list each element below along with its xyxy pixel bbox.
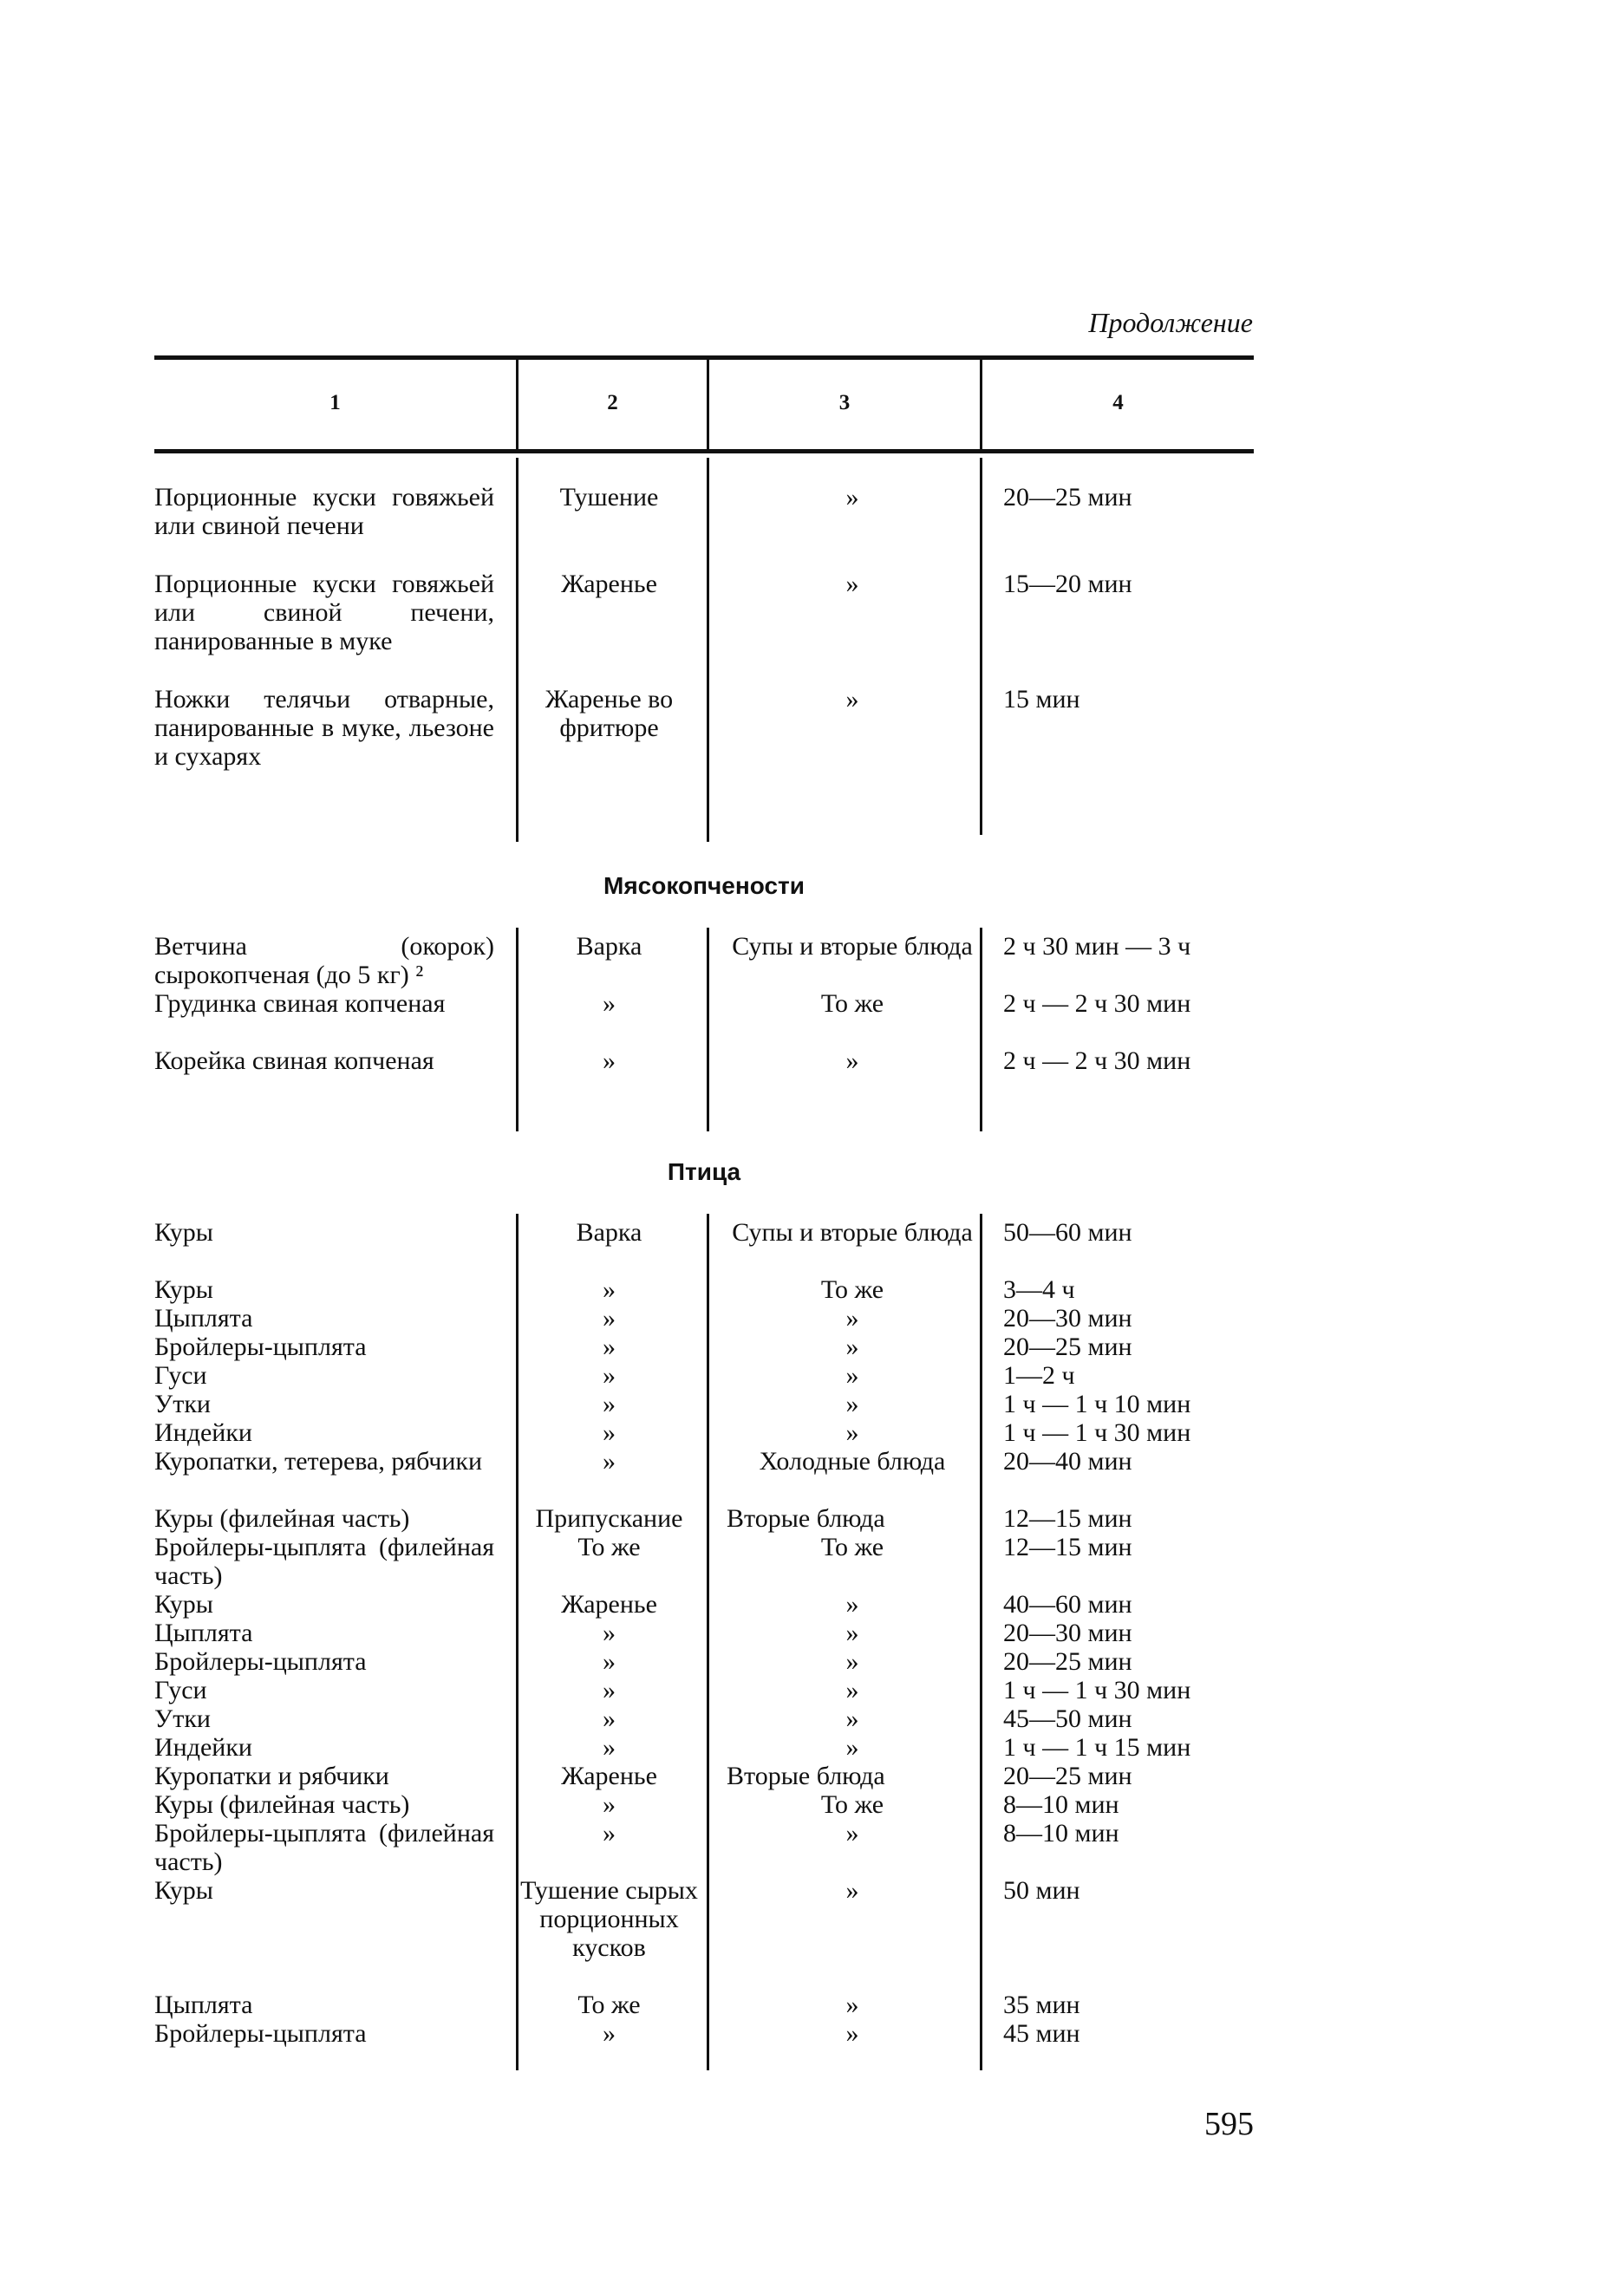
table-cell-name: Бройлеры-цыплята — [154, 2019, 367, 2048]
table-cell-use: То же — [820, 1275, 884, 1304]
table-cell-use: » — [845, 1390, 859, 1418]
column-header-3: 3 — [838, 391, 851, 414]
table-cell-name: Куропатки, тетерева, рябчики — [154, 1447, 483, 1476]
table-cell-time: 8—10 мин — [1003, 1819, 1119, 1848]
table-cell-use: » — [845, 1733, 859, 1762]
column-header-4: 4 — [1112, 391, 1124, 414]
table-cell-method: » — [603, 989, 616, 1018]
table-cell-use: Вторые блюда — [727, 1504, 885, 1533]
table-cell-name: Гуси — [154, 1361, 207, 1390]
column-divider — [707, 458, 709, 842]
table-cell-method: Варка — [576, 1218, 642, 1247]
table-cell-method: » — [603, 1046, 616, 1075]
table-cell-use: » — [845, 1647, 859, 1676]
table-cell-use: » — [845, 1619, 859, 1647]
table-cell-time: 20—25 мин — [1003, 1647, 1132, 1676]
page-number: 595 — [1204, 2106, 1254, 2142]
table-cell-time: 20—25 мин — [1003, 1762, 1132, 1790]
table-cell-time: 20—25 мин — [1003, 483, 1132, 512]
table-cell-name: Куры — [154, 1218, 213, 1247]
table-cell-use: » — [845, 1590, 859, 1619]
table-cell-use: » — [845, 1676, 859, 1704]
table-cell-method: » — [603, 1304, 616, 1333]
column-divider — [980, 1214, 982, 2070]
table-cell-name: Гуси — [154, 1676, 207, 1704]
column-divider — [516, 458, 519, 842]
table-cell-use: » — [845, 1819, 859, 1848]
table-cell-use: Супы и вторые блюда — [732, 932, 973, 961]
table-cell-time: 12—15 мин — [1003, 1504, 1132, 1533]
table-cell-name: Куры (филейная часть) — [154, 1504, 410, 1533]
table-cell-time: 20—30 мин — [1003, 1619, 1132, 1647]
table-cell-name: Утки — [154, 1704, 211, 1733]
table-cell-use: Вторые блюда — [727, 1762, 885, 1790]
table-cell-method: Тушение — [559, 483, 659, 512]
table-cell-time: 2 ч — 2 ч 30 мин — [1003, 989, 1191, 1018]
table-cell-time: 3—4 ч — [1003, 1275, 1075, 1304]
table-cell-name: Грудинка свиная копченая — [154, 989, 446, 1018]
table-cell-time: 35 мин — [1003, 1991, 1080, 2019]
table-cell-name: Индейки — [154, 1733, 252, 1762]
table-cell-method: » — [603, 1676, 616, 1704]
table-cell-time: 45—50 мин — [1003, 1704, 1132, 1733]
column-header-1: 1 — [329, 391, 341, 414]
table-cell-time: 50 мин — [1003, 1876, 1080, 1905]
table-cell-name: Куры (филейная часть) — [154, 1790, 410, 1819]
table-cell-method: » — [603, 1333, 616, 1361]
table-cell-time: 20—25 мин — [1003, 1333, 1132, 1361]
table-cell-name: Бройлеры-цыплята — [154, 1333, 367, 1361]
table-cell-method: » — [603, 1390, 616, 1418]
table-cell-time: 50—60 мин — [1003, 1218, 1132, 1247]
table-cell-method: Жаренье — [561, 1762, 657, 1790]
table-cell-time: 1 ч — 1 ч 10 мин — [1003, 1390, 1191, 1418]
table-cell-use: То же — [820, 1533, 884, 1561]
section-title: Мясокопчености — [603, 872, 805, 899]
table-cell-use: » — [845, 1704, 859, 1733]
table-cell-method: Жаренье во фритюре — [545, 685, 674, 742]
section-title: Птица — [667, 1158, 741, 1185]
column-divider — [980, 928, 982, 1131]
table-cell-use: » — [845, 2019, 859, 2048]
table-cell-time: 1 ч — 1 ч 30 мин — [1003, 1676, 1191, 1704]
table-cell-time: 1 ч — 1 ч 15 мин — [1003, 1733, 1191, 1762]
table-cell-method: Варка — [576, 932, 642, 961]
table-cell-use: » — [845, 1361, 859, 1390]
table-top-rule — [154, 355, 1254, 360]
table-cell-use: » — [845, 1876, 859, 1905]
table-cell-use: » — [845, 1304, 859, 1333]
table-cell-method: То же — [577, 1991, 641, 2019]
table-cell-time: 20—30 мин — [1003, 1304, 1132, 1333]
table-cell-name: Куры — [154, 1590, 213, 1619]
table-cell-time: 2 ч 30 мин — 3 ч — [1003, 932, 1191, 961]
table-cell-name: Цыплята — [154, 1619, 253, 1647]
table-cell-use: » — [845, 685, 859, 714]
table-cell-method: » — [603, 1275, 616, 1304]
table-cell-method: » — [603, 1647, 616, 1676]
table-cell-method: » — [603, 1790, 616, 1819]
table-header-rule — [154, 449, 1254, 453]
table-cell-method: То же — [577, 1533, 641, 1561]
table-cell-use: Супы и вторые блюда — [732, 1218, 973, 1247]
table-cell-method: » — [603, 1447, 616, 1476]
column-divider — [980, 458, 982, 835]
continuation-label: Продолжение — [1088, 307, 1253, 338]
table-cell-method: Тушение сырых порционных кусков — [520, 1876, 698, 1962]
table-cell-time: 20—40 мин — [1003, 1447, 1132, 1476]
table-cell-use: » — [845, 483, 859, 512]
table-cell-name: Бройлеры-цыплята — [154, 1647, 367, 1676]
table-cell-time: 2 ч — 2 ч 30 мин — [1003, 1046, 1191, 1075]
table-cell-use: То же — [820, 1790, 884, 1819]
table-cell-name: Порционные куски говяжьей или свиной печени, панированные в муке — [154, 570, 494, 655]
table-cell-name: Корейка свиная копченая — [154, 1046, 434, 1075]
table-cell-name: Порционные куски говяжьей или свиной печени — [154, 483, 494, 540]
table-cell-method: » — [603, 1418, 616, 1447]
table-cell-method: » — [603, 1819, 616, 1848]
column-divider — [707, 1214, 709, 2070]
column-header-2: 2 — [607, 391, 618, 414]
table-cell-time: 1—2 ч — [1003, 1361, 1075, 1390]
table-cell-time: 15 мин — [1003, 685, 1080, 714]
table-cell-name: Утки — [154, 1390, 211, 1418]
table-cell-method: » — [603, 1733, 616, 1762]
table-cell-method: Припускание — [535, 1504, 683, 1533]
table-cell-name: Бройлеры-цыплята (филейная часть) — [154, 1533, 494, 1590]
table-cell-name: Ветчина (окорок) сырокопченая (до 5 кг) ² — [154, 932, 494, 989]
table-cell-use: Холодные блюда — [759, 1447, 946, 1476]
table-cell-use: » — [845, 1991, 859, 2019]
table-cell-time: 45 мин — [1003, 2019, 1080, 2048]
table-cell-method: Жаренье — [561, 1590, 657, 1619]
table-cell-name: Куры — [154, 1275, 213, 1304]
table-cell-use: » — [845, 1046, 859, 1075]
table-cell-name: Ножки телячьи отварные, панированные в муке, льезоне и сухарях — [154, 685, 494, 771]
table-cell-time: 8—10 мин — [1003, 1790, 1119, 1819]
table-cell-time: 12—15 мин — [1003, 1533, 1132, 1561]
column-divider — [707, 928, 709, 1131]
table-cell-time: 15—20 мин — [1003, 570, 1132, 598]
table-cell-method: » — [603, 2019, 616, 2048]
table-cell-method: » — [603, 1704, 616, 1733]
table-cell-method: Жаренье — [561, 570, 657, 598]
table-cell-time: 40—60 мин — [1003, 1590, 1132, 1619]
table-cell-name: Куропатки и рябчики — [154, 1762, 389, 1790]
table-cell-method: » — [603, 1619, 616, 1647]
table-cell-use: » — [845, 570, 859, 598]
table-cell-use: » — [845, 1418, 859, 1447]
table-cell-use: То же — [820, 989, 884, 1018]
table-cell-name: Цыплята — [154, 1991, 253, 2019]
table-cell-time: 1 ч — 1 ч 30 мин — [1003, 1418, 1191, 1447]
table-cell-name: Индейки — [154, 1418, 252, 1447]
table-cell-method: » — [603, 1361, 616, 1390]
table-cell-name: Цыплята — [154, 1304, 253, 1333]
table-cell-name: Куры — [154, 1876, 213, 1905]
table-cell-use: » — [845, 1333, 859, 1361]
table-cell-name: Бройлеры-цыплята (филейная часть) — [154, 1819, 494, 1876]
